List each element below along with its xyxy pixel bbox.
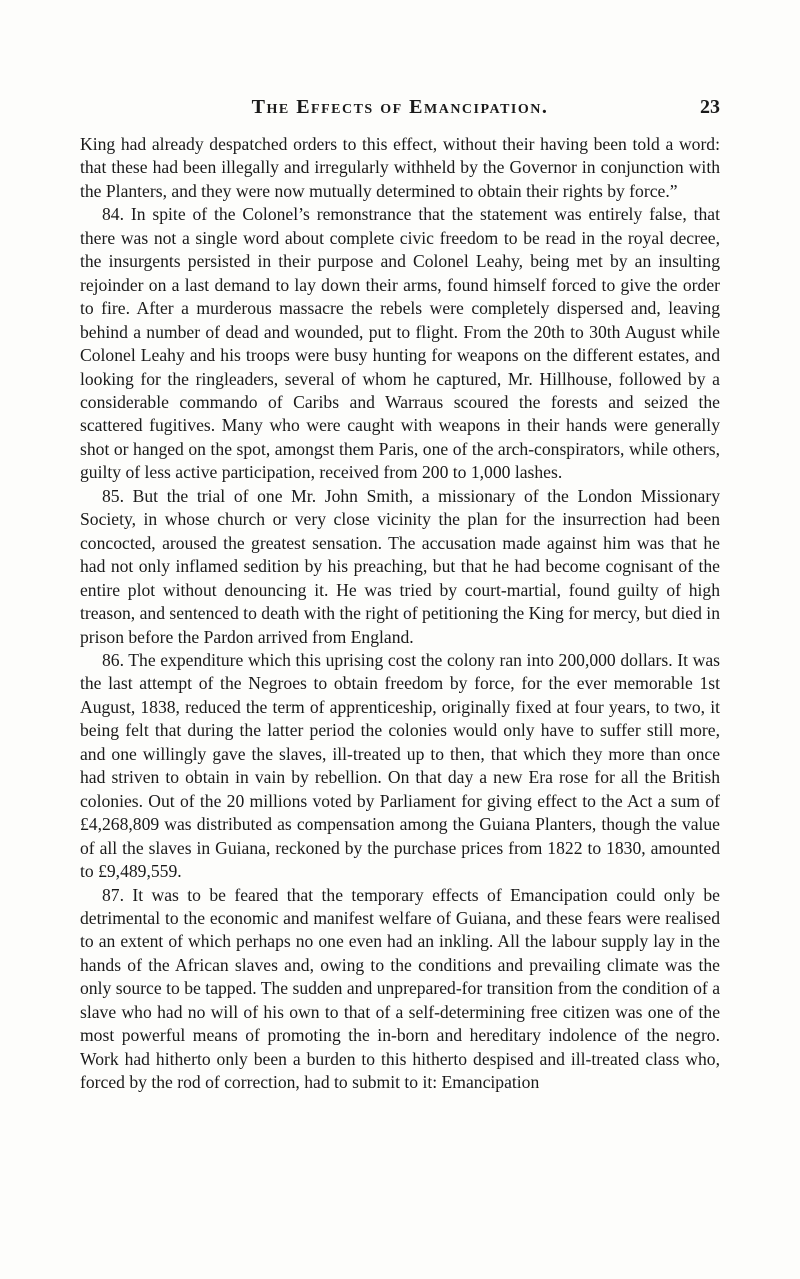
paragraph-84: 84. In spite of the Colonel’s remonstrance that the statement was entirely false, that there was not a single word about complete civic freedom to be read in the royal decree, the insurgents persisted in their purpose and Colonel Leahy, being met by an insulting rejoinder on a last demand to lay down their arms, found himself forced to give the order to fire. After a murderous massacre the rebels were completely dispersed and, leaving behind a number of dead and wounded, put to flight. From the 20th to 30th August while Colonel Leahy and his troops were busy hunting for weapons on the different estates, and looking for the ringleaders, several of whom he captured, Mr. Hillhouse, followed by a considerable commando of Caribs and Warraus scoured the forests and seized the scattered fugitives. Many who were caught with weapons in their hands were generally shot or hanged on the spot, amongst them Paris, one of the arch-conspirators, while others, guilty of less active participation, received from 200 to 1,000 lashes. — [80, 204, 720, 483]
paragraph-continued: King had already despatched orders to this effect, without their having been told a word: that these had been illegally and irregularly withheld by the Governor in conjunction with the Planters, and they were now mutually determined to obtain their rights by force.” — [80, 134, 720, 201]
body-text — [80, 133, 720, 1095]
paragraph-85: 85. But the trial of one Mr. John Smith, a missionary of the London Missionary Society, in whose church or very close vicinity the plan for the insurrection had been concocted, aroused the greatest sensation. The accusation made against him was that he had not only inflamed sedition by his preaching, but that he had become cognisant of the entire plot without denouncing it. He was tried by court-martial, found guilty of high treason, and sentenced to death with the right of petitioning the King for mercy, but died in prison before the Pardon arrived from England. — [80, 485, 720, 647]
page-header — [80, 96, 720, 126]
paragraph-86: 86. The expenditure which this uprising cost the colony ran into 200,000 dollars. It was the last attempt of the Negroes to obtain freedom by force, for the ever memorable 1st August, 1838, reduced the term of apprenticeship, originally fixed at four years, to two, it being felt that during the latter period the colonies would only have to suffer still more, and one willingly gave the slaves, ill-treated up to then, that which they more than once had striven to obtain in vain by rebellion. On that day a new Era rose for all the British colonies. Out of the 20 millions voted by Parliament for giving effect to the Act a sum of £4,268,809 was distributed as compensation among the Guiana Planters, though the value of all the slaves in Guiana, reckoned by the purchase prices from 1822 to 1830, amounted to £9,489,559. — [80, 649, 720, 882]
paragraph-87: 87. It was to be feared that the temporary effects of Emancipation could only be detrimental to the economic and manifest welfare of Guiana, and these fears were realised to an extent of which perhaps no one even had an inkling. All the labour supply lay in the hands of the African slaves and, owing to the conditions and prevailing climate was the only source to be tapped. The sudden and unprepared-for transition from the condition of a slave who had no will of his own to that of a self-determining free citizen was one of the most powerful means of promoting the in-born and hereditary indolence of the negro. Work had hitherto only been a burden to this hitherto despised and ill-treated class who, forced by the rod of correction, had to submit to it: Emancipation — [80, 884, 720, 1093]
page-number: 23 — [700, 96, 720, 118]
running-title: The Effects of Emancipation. — [251, 96, 549, 118]
